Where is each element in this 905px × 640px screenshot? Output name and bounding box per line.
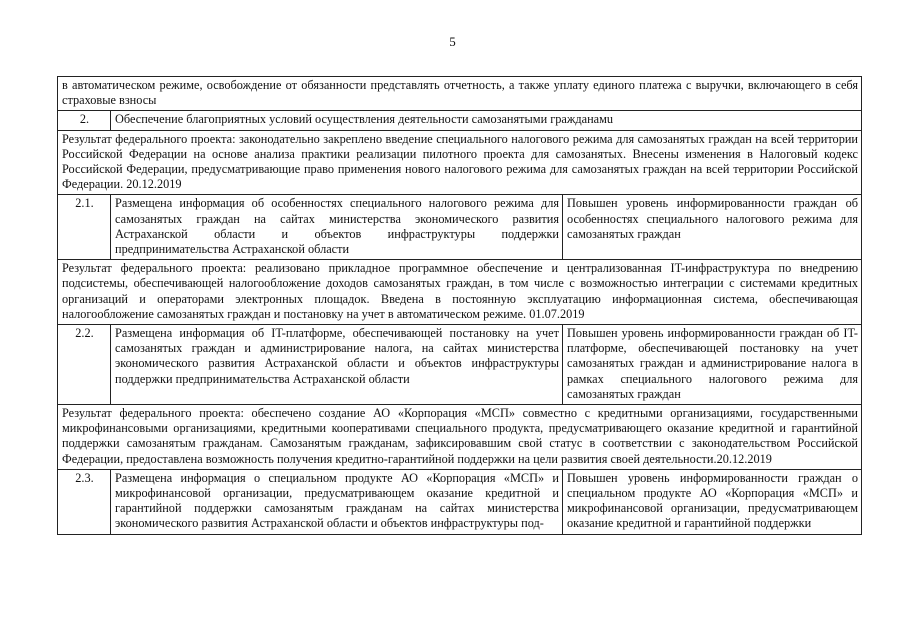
project-table [57, 76, 862, 535]
item-action: Размещена информация о специальном продукте АО «Корпорация «МСП» и микрофинансовой организации, предусматривающем оказание кредитной и гарантийной поддержки самозанятым гражданам на сайтах министерства экономического развития Астраханской области и объектов инфраструктуры под- [111, 469, 563, 534]
item-result: Повышен уровень информированности граждан о специальном продукте АО «Корпорация «МСП» и микрофинансовой организации, предусматривающем оказание кредитной и гарантийной поддержки [563, 469, 862, 534]
table-row [58, 260, 862, 325]
item-result: Повышен уровень информированности граждан об особенностях специального налогового режима для самозанятых граждан [563, 195, 862, 260]
item-number: 2.2. [58, 325, 111, 405]
page-number: 5 [449, 34, 456, 49]
table-row [58, 325, 862, 405]
table-row [58, 77, 862, 111]
federal-result-text: Результат федерального проекта: законодательно закреплено введение специального налогового режима для самозанятых граждан на всей территории Российской Федерации на основе анализа практики реализации пилотного проекта для самозанятых. Внесены изменения в Налоговый кодекс Российской Федерации, предусматривающие право применения нового налогового режима для самозанятых граждан на всей территории Российской Федерации. 20.12.2019 [58, 130, 862, 195]
item-action: Размещена информация об IT-платформе, обеспечивающей постановку на учет самозанятых граждан и администрирование налога, на сайтах министерства экономического развития Астраханской области и объектов инфраструктуры поддержки предпринимательства Астраханской области [111, 325, 563, 405]
section-number: 2. [58, 111, 111, 130]
table-row [58, 405, 862, 470]
item-action: Размещена информация об особенностях специального налогового режима для самозанятых граждан на сайтах министерства экономического развития Астраханской области и объектов инфраструктуры поддержки предпринимательства Астраханской области [111, 195, 563, 260]
table-row [58, 195, 862, 260]
table-row [58, 130, 862, 195]
table-row [58, 469, 862, 534]
federal-result-text: Результат федерального проекта: обеспечено создание АО «Корпорация «МСП» совместно с кредитными организациями, государственными микрофинансовыми организациями, кредитными кооперативами специального продукта, предусматривающего оказание кредитной и гарантийной поддержки самозанятым гражданам. Самозанятым гражданам, зафиксировавшим свой статус в соответствии с законодательством Российской Федерации, предоставлена возможность получения кредитно-гарантийной поддержки на цели развития своей деятельности.20.12.2019 [58, 405, 862, 470]
item-result: Повышен уровень информированности граждан об IT-платформе, обеспечивающей постановку на учет самозанятых граждан и администрирование налога в рамках специального налогового режима для самозанятых граждан [563, 325, 862, 405]
item-number: 2.1. [58, 195, 111, 260]
continuation-text: в автоматическом режиме, освобождение от обязанности представлять отчетность, а также уплату единого платежа с выручки, включающего в себя страховые взносы [58, 77, 862, 111]
section-title: Обеспечение благоприятных условий осуществления деятельности самозанятыми гражданамu [111, 111, 862, 130]
federal-result-text: Результат федерального проекта: реализовано прикладное программное обеспечение и централизованная IT-инфраструктура по внедрению подсистемы, обеспечивающей налогообложение доходов самозанятых граждан, в том числе с возможностью интеграции с системами кредитных организаций и операторами электронных площадок. Введена в постоянную эксплуатацию информационная система, обеспечивающая налогообложение самозанятых граждан и постановку на учет в автоматическом режиме. 01.07.2019 [58, 260, 862, 325]
table-row [58, 111, 862, 130]
item-number: 2.3. [58, 469, 111, 534]
